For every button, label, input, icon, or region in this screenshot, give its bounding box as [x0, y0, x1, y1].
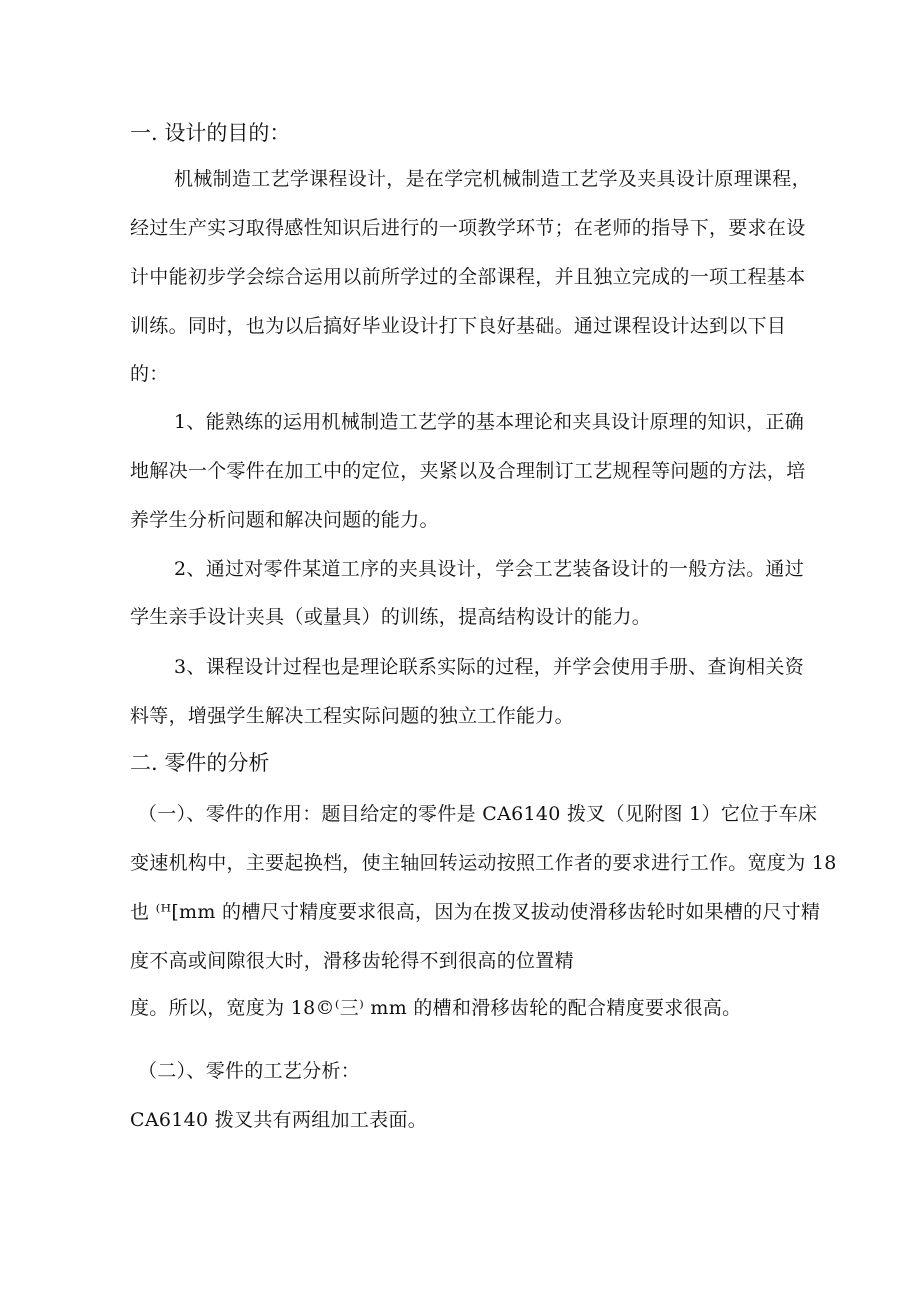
paragraph-line: 训练。同时，也为以后搞好毕业设计打下良好基础。通过课程设计达到以下目: [130, 315, 787, 337]
paragraph-line: 度不高或间隙很大时，滑移齿轮得不到很高的位置精: [130, 950, 574, 972]
paragraph-line: CA6140 拨叉共有两组加工表面。: [130, 1109, 428, 1131]
paragraph-line: （一）、零件的作用：题目给定的零件是 CA6140 拨叉（见附图 1）它位于车床: [138, 803, 818, 825]
paragraph-line: 的：: [130, 363, 169, 385]
paragraph-line: 机械制造工艺学课程设计，是在学完机械制造工艺学及夹具设计原理课程，: [174, 168, 811, 190]
list-item-1-line: 养学生分析问题和解决问题的能力。: [130, 509, 439, 531]
section-heading-design-purpose: 一. 设计的目的：: [130, 121, 291, 145]
list-item-2-line: 2、通过对零件某道工序的夹具设计，学会工艺装备设计的一般方法。通过: [174, 558, 804, 580]
section-heading-part-analysis: 二. 零件的分析: [130, 751, 270, 775]
subheading-process-analysis: （二）、零件的工艺分析：: [138, 1060, 361, 1082]
list-item-1-line: 地解决一个零件在加工中的定位，夹紧以及合理制订工艺规程等问题的方法，培: [130, 460, 806, 482]
list-item-3-line: 3、课程设计过程也是理论联系实际的过程，并学会使用手册、查询相关资: [174, 656, 804, 678]
list-item-1-line: 1、能熟练的运用机械制造工艺学的基本理论和夹具设计原理的知识，正确: [174, 411, 804, 433]
paragraph-line: 计中能初步学会综合运用以前所学过的全部课程，并且独立完成的一项工程基本: [130, 266, 806, 288]
paragraph-line: 度。所以，宽度为 18©⁽三⁾ mm 的槽和滑移齿轮的配合精度要求很高。: [130, 997, 742, 1019]
list-item-3-line: 料等，增强学生解决工程实际问题的独立工作能力。: [130, 705, 574, 727]
paragraph-line: 变速机构中，主要起换档，使主轴回转运动按照工作者的要求进行工作。宽度为 18: [130, 852, 837, 874]
paragraph-line: 也 ⁽ᴴ[mm 的槽尺寸精度要求很高，因为在拨叉拔动使滑移齿轮时如果槽的尺寸精: [130, 901, 821, 923]
list-item-2-line: 学生亲手设计夹具（或量具）的训练，提高结构设计的能力。: [130, 606, 652, 628]
paragraph-line: 经过生产实习取得感性知识后进行的一项教学环节；在老师的指导下，要求在设: [130, 217, 806, 239]
